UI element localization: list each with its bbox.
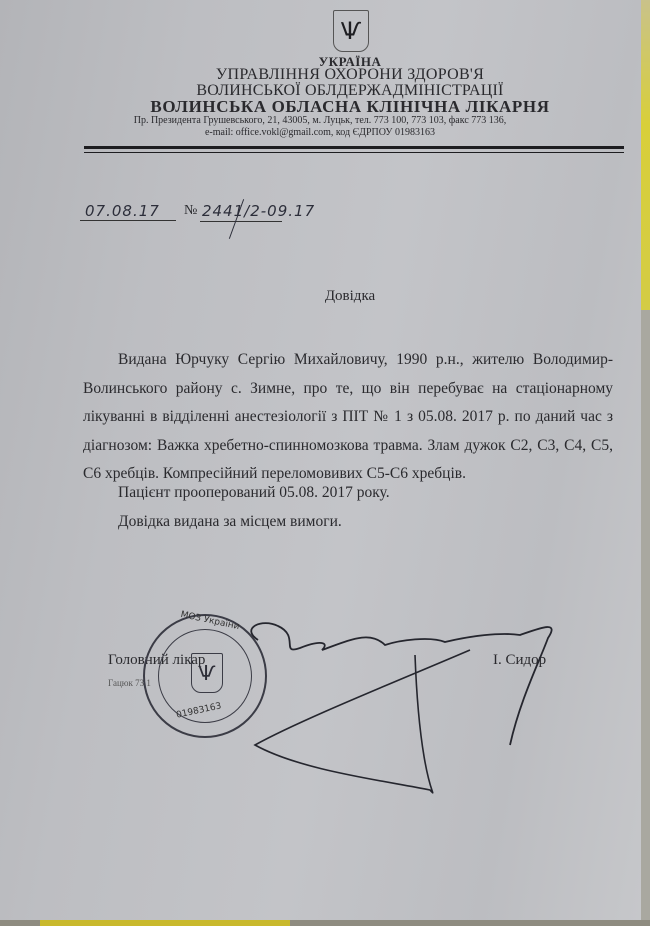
institution-address: Пр. Президента Грушевського, 21, 43005, м. Луцьк, тел. 773 100, 773 103, факс 773 136, <box>133 115 507 126</box>
certificate-body: Видана Юрчуку Сергію Михайловичу, 1990 р.н., жителю Володимир-Волинського району с. Зимне, про те, що він перебуває на стаціонарному лікуванні в відділенні анестезіології з ПІТ № 1 з 05.08. 2017 р. по даний час з діагнозом: Важка хребетно-спинномозкова травма. Злам дужок С2, С3, С4, С5, С6 хребців. Компресійний переломовивих С5-С6 хребців. <box>83 351 613 482</box>
yellow-folder-edge-bottom <box>40 920 290 926</box>
yellow-folder-edge <box>640 0 650 310</box>
reference-number-label: № <box>184 203 198 218</box>
stamp-top-text: МОЗ України <box>179 609 241 633</box>
emblem-glyph: Ѱ <box>340 17 362 45</box>
reference-date: 07.08.17 <box>85 202 160 220</box>
stamp-crest-glyph: Ѱ <box>198 661 216 685</box>
country-heading: УКРАЇНА <box>318 54 382 69</box>
department-line-2: ВОЛИНСЬКОЇ ОБЛДЕРЖАДМІНІСТРАЦІЇ <box>196 82 504 99</box>
signatory-subline: Гацюк 73 1 <box>108 678 151 688</box>
document-title: Довідка <box>324 288 376 304</box>
stamp-code: 01983163 <box>175 701 223 721</box>
institution-email: e-mail: office.vokl@gmail.com, код ЄДРПОУ 01983163 <box>204 127 436 138</box>
operation-note: Пацієнт прооперований 05.08. 2017 року. <box>118 484 390 501</box>
signatory-name: І. Сидор <box>493 652 547 668</box>
reference-number: 2441/2-09.17 <box>202 202 316 220</box>
signatory-position: Головний лікар <box>108 652 206 668</box>
department-line-1: УПРАВЛІННЯ ОХОРОНИ ЗДОРОВ'Я <box>215 66 485 83</box>
institution-name: ВОЛИНСЬКА ОБЛАСНА КЛІНІЧНА ЛІКАРНЯ <box>150 97 550 116</box>
issued-for-note: Довідка видана за місцем вимоги. <box>118 513 342 530</box>
